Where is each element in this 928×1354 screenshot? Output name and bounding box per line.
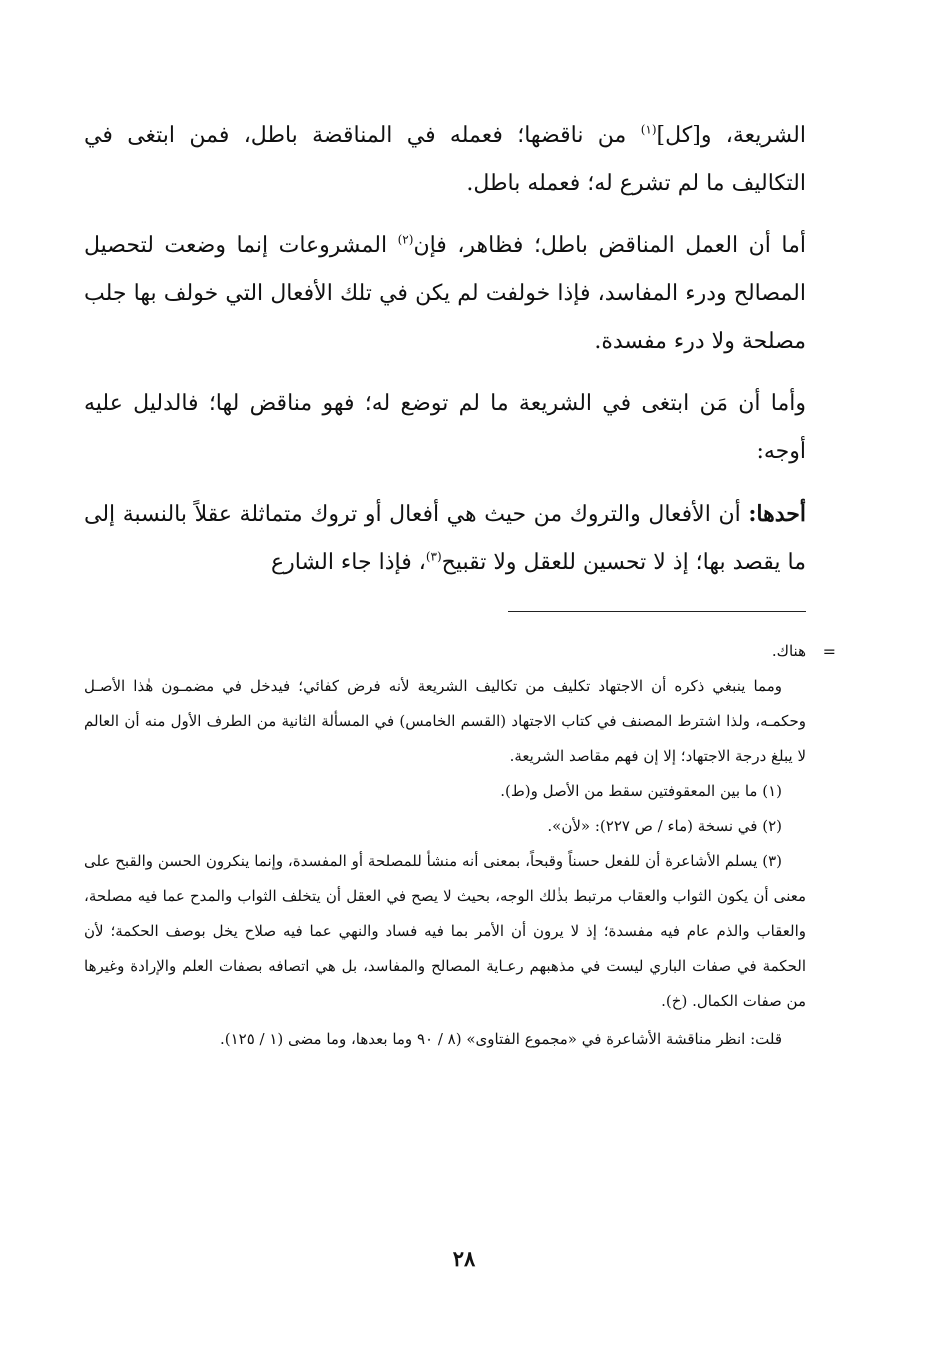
- footnote-ref-1[interactable]: (١): [640, 122, 657, 137]
- footnote-2: (٢) في نسخة (ماء / ص ٢٢٧): «لأن».: [547, 817, 782, 835]
- footnote-ijtihad-note: ومما ينبغي ذكره أن الاجتهاد تكليف من تكاليف الشريعة لأنه فرض كفائي؛ فيدخل في مضمـون هٰذا الأصـل وحكمـه، ولذا اشترط المصنف في كتاب الاجتهاد (القسم الخامس) في المسألة الثانية من الطرف الأول منه أن العالم لا يبلغ درجة الاجتهاد؛ إلا إن فهم مقاصد الشريعة.: [84, 677, 806, 765]
- footnotes: [84, 634, 836, 1057]
- paragraph-2-text-b: المشروعات إنما وضعت لتحصيل المصالح ودرء المفاسد، فإذا خولفت لم يكن في تلك الأفعال التي خولف بها جلب مصلحة ولا درء مفسدة.: [84, 233, 806, 354]
- footnote-continuation: [84, 634, 836, 669]
- paragraph-4-lead: أحدها:: [748, 501, 806, 527]
- paragraph-1: [84, 112, 806, 208]
- footnote-3: (٣) يسلم الأشاعرة أن للفعل حسناً وقبحاً، بمعنى أنه منشأ للمصلحة أو المفسدة، وإنما ينكرون الحسن والقبح على معنى أن يكون الثواب والعقاب مرتبط بذٰلك الوجه، بحيث لا يصح في العقل أن يتخلف الثواب والمدح عما فيه مصلحة، والعقاب والذم عام فيه مفسدة؛ إذ لا يرون أن الأمر بما فيه فساد والنهي عما فيه صلاح يخل بوصف الحكمة؛ لأن الحكمة في صفات الباري ليست في مذهبهم رعـاية المصالح والمفاسد، بل هي اتصافه بصفات العلم والإرادة وغيرها من صفات الكمال. (خ).: [84, 852, 806, 1010]
- main-text: [84, 112, 806, 601]
- paragraph-2-text-a: أما أن العمل المناقض باطل؛ فظاهر، فإن: [413, 233, 806, 258]
- footnote-ref-2[interactable]: (٢): [397, 232, 414, 247]
- page-number: ٢٨: [452, 1246, 476, 1271]
- paragraph-3: وأما أن مَن ابتغى في الشريعة ما لم توضع له؛ فهو مناقض لها؛ فالدليل عليه أوجه:: [84, 391, 806, 464]
- paragraph-4: [84, 490, 806, 587]
- footnote-1: (١) ما بين المعقوفتين سقط من الأصل و(ط).: [500, 782, 782, 800]
- continuation-text: هناك.: [771, 642, 806, 660]
- paragraph-4-text-b: ، فإذا جاء الشارع: [271, 550, 426, 575]
- paragraph-4-text-a: أن الأفعال والتروك من حيث هي أفعال أو تروك متماثلة عقلاً بالنسبة إلى ما يقصد بها؛ إذ لا تحسين للعقل ولا تقبيح: [84, 502, 806, 575]
- paragraph-1-text-a: الشريعة، و[كل]: [656, 123, 806, 148]
- footnote-3-editor-note: قلت: انظر مناقشة الأشاعرة في «مجموع الفتاوى» (٨ / ٩٠ وما بعدها، وما مضى (١ / ١٢٥).: [219, 1030, 782, 1048]
- footnote-ref-3[interactable]: (٣): [425, 549, 442, 564]
- footnote-separator: [508, 611, 806, 612]
- paragraph-1-text-b: من ناقضها؛ فعمله في المناقضة باطل، فمن ابتغى في التكاليف ما لم تشرع له؛ فعمله باطل.: [84, 123, 806, 196]
- paragraph-2: [84, 222, 806, 366]
- continuation-mark: =: [822, 642, 836, 661]
